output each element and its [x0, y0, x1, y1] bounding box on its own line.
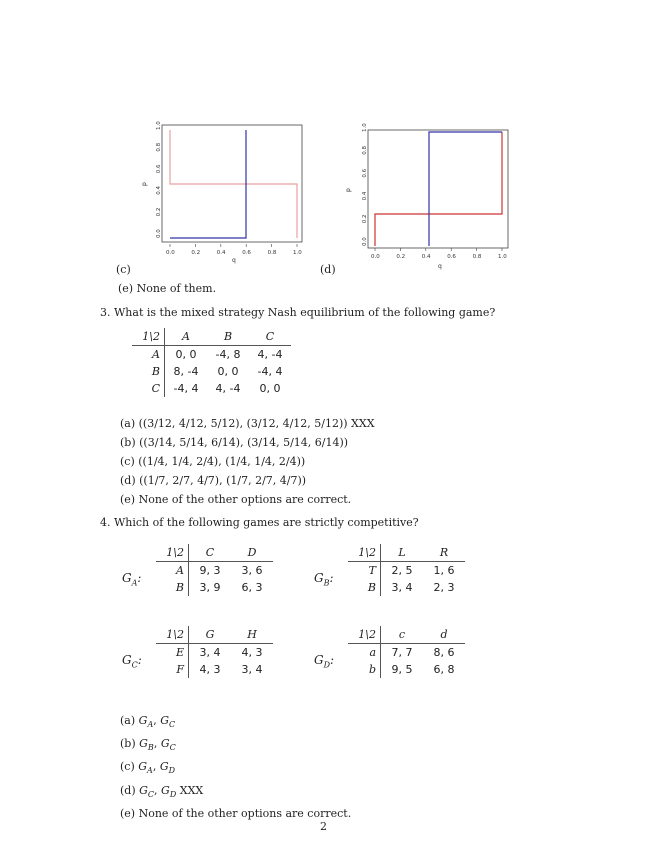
q4-game-1 [314, 544, 465, 596]
plot-d-x-tick-label: 0.0 [371, 254, 380, 260]
table-cell: 6, 8 [433, 663, 455, 676]
table-cell: 0, 0 [217, 365, 239, 378]
game-name: $G_C$: [122, 652, 142, 670]
table-col-header: d [423, 626, 465, 644]
q4-option: (e) None of the other options are correct. [120, 806, 352, 820]
table-cell: 0, 0 [259, 382, 281, 395]
q4-option: (a) $G_A$, $G_C$ [120, 714, 176, 730]
plot-d-y-tick-label: 0.6 [362, 168, 368, 178]
plot-d-ylabel: p [345, 188, 352, 192]
table-cell: -4, 8 [215, 348, 241, 361]
plot-c-x-tick-label: 0.8 [267, 250, 277, 256]
table-row-header: E [156, 644, 189, 662]
q4-option: (b) $G_B$, $G_C$ [120, 737, 176, 753]
plot-c-red-line [170, 130, 297, 238]
table-cell: 8, -4 [173, 365, 199, 378]
table-row-header: a [348, 644, 381, 662]
q3-option: (a) ((3/12, 4/12, 5/12), (3/12, 4/12, 5/12)) XXX [120, 417, 375, 430]
table-cell: 2, 3 [433, 581, 455, 594]
q4-game-0 [122, 544, 273, 596]
plot-d-y-tick-label: 0.8 [362, 146, 368, 155]
table-row-header: b [348, 661, 381, 678]
plot-d-y-tick-label: 0.2 [362, 214, 368, 224]
plot-c-x-tick-label: 0.4 [216, 250, 226, 256]
table-col-header: G [189, 626, 232, 644]
plot-c-y-tick-label: 0.0 [156, 229, 162, 238]
game-table [156, 626, 273, 678]
plot-c-y-tick-label: 0.4 [156, 186, 162, 195]
table-col-header: c [381, 626, 424, 644]
table-col-header: A [165, 328, 208, 346]
plots-option-e: (e) None of them. [118, 282, 217, 295]
q4-game-3 [314, 626, 465, 678]
table-row [156, 661, 273, 678]
game-table [348, 544, 465, 596]
table-cell: 4, 3 [199, 663, 221, 676]
table-row-header: B [132, 363, 165, 380]
plot-d-y-tick-label: 0.0 [362, 237, 368, 246]
table-row [348, 562, 465, 580]
plot-c-y-tick-label: 1.0 [156, 121, 162, 130]
q3-options [120, 414, 375, 509]
plot-d-blue-line [429, 132, 502, 246]
table-corner: 1\2 [156, 626, 189, 644]
plot-d-x-tick-label: 0.6 [447, 254, 456, 260]
table-row-header: C [132, 380, 165, 397]
table-cell: 9, 3 [199, 564, 221, 577]
game-name: $G_A$: [122, 570, 142, 588]
plot-d-y-tick-label: 0.4 [362, 191, 368, 201]
plot-c-x-tick-label: 0.0 [166, 250, 175, 256]
plot-d-x-tick-label: 0.8 [472, 254, 482, 260]
plot-c-y-tick-label: 0.2 [156, 207, 162, 217]
table-corner: 1\2 [348, 626, 381, 644]
table-row-header: F [156, 661, 189, 678]
table-col-header: H [231, 626, 273, 644]
q4-option: (c) $G_A$, $G_D$ [120, 760, 176, 776]
plot-c-y-tick-label: 0.8 [156, 142, 162, 152]
q3-table [132, 328, 291, 397]
plot-c-ylabel: p [141, 182, 148, 186]
table-row [132, 346, 291, 364]
plot-d-svg [342, 122, 512, 272]
q3-option: (c) ((1/4, 1/4, 2/4), (1/4, 1/4, 2/4)) [120, 455, 306, 468]
table-row [132, 380, 291, 397]
table-row-header: T [348, 562, 381, 580]
table-col-header: C [189, 544, 232, 562]
table-cell: -4, 4 [173, 382, 199, 395]
plot-d-label: (d) [320, 263, 336, 276]
table-cell: 3, 4 [199, 646, 221, 659]
q3-option: (d) ((1/7, 2/7, 4/7), (1/7, 2/7, 4/7)) [120, 474, 307, 487]
plot-c [140, 120, 310, 265]
table-row-header: A [132, 346, 165, 364]
table-cell: 4, -4 [257, 348, 283, 361]
table-row [156, 579, 273, 596]
plot-d [342, 122, 512, 272]
table-row [156, 562, 273, 580]
q3-game-table [132, 328, 291, 397]
table-row-header: A [156, 562, 189, 580]
table-cell: 4, 3 [241, 646, 263, 659]
table-row [156, 644, 273, 662]
table-cell: 9, 5 [391, 663, 413, 676]
table-corner: 1\2 [132, 328, 165, 346]
plot-c-y-tick-label: 0.6 [156, 164, 162, 174]
game-name: $G_D$: [314, 652, 335, 670]
table-cell: 8, 6 [433, 646, 455, 659]
table-col-header: D [231, 544, 273, 562]
plot-d-x-tick-label: 1.0 [498, 254, 507, 260]
plot-d-y-tick-label: 1.0 [362, 123, 368, 132]
table-row [132, 363, 291, 380]
game-table [156, 544, 273, 596]
table-row-header: B [348, 579, 381, 596]
table-col-header: L [381, 544, 424, 562]
table-corner: 1\2 [348, 544, 381, 562]
q4-options [120, 711, 351, 823]
table-cell: 3, 4 [241, 663, 263, 676]
table-cell: 4, -4 [215, 382, 241, 395]
plot-c-x-tick-label: 0.6 [242, 250, 251, 256]
q3-option: (b) ((3/14, 5/14, 6/14), (3/14, 5/14, 6/14)) [120, 436, 349, 449]
table-col-header: C [249, 328, 291, 346]
plot-c-x-tick-label: 0.2 [191, 250, 201, 256]
q4-question: 4. Which of the following games are strictly competitive? [100, 516, 419, 529]
q4-option: (d) $G_C$, $G_D$ XXX [120, 783, 204, 799]
table-cell: 3, 4 [391, 581, 413, 594]
plot-c-svg [140, 120, 310, 265]
table-col-header: R [423, 544, 465, 562]
table-row [348, 661, 465, 678]
table-cell: 3, 9 [199, 581, 221, 594]
plot-d-x-tick-label: 0.2 [396, 254, 406, 260]
game-name: $G_B$: [314, 570, 334, 588]
page-number: 2 [320, 820, 327, 833]
table-cell: 0, 0 [175, 348, 197, 361]
plot-c-label: (c) [116, 263, 131, 276]
table-row [348, 644, 465, 662]
table-cell: -4, 4 [257, 365, 283, 378]
table-row [348, 579, 465, 596]
plot-c-xlabel: q [232, 257, 236, 264]
table-cell: 1, 6 [433, 564, 455, 577]
table-corner: 1\2 [156, 544, 189, 562]
plot-c-x-tick-label: 1.0 [293, 250, 302, 256]
q4-game-2 [122, 626, 273, 678]
table-cell: 3, 6 [241, 564, 263, 577]
q3-question: 3. What is the mixed strategy Nash equilibrium of the following game? [100, 306, 496, 319]
table-cell: 6, 3 [241, 581, 263, 594]
plot-d-frame [368, 130, 508, 248]
plot-d-red-line [375, 132, 502, 246]
table-col-header: B [207, 328, 249, 346]
q3-option: (e) None of the other options are correct. [120, 493, 352, 506]
game-table [348, 626, 465, 678]
table-row-header: B [156, 579, 189, 596]
table-cell: 7, 7 [391, 646, 413, 659]
table-cell: 2, 5 [391, 564, 413, 577]
plot-d-x-tick-label: 0.4 [421, 254, 431, 260]
plot-d-xlabel: q [438, 263, 442, 270]
